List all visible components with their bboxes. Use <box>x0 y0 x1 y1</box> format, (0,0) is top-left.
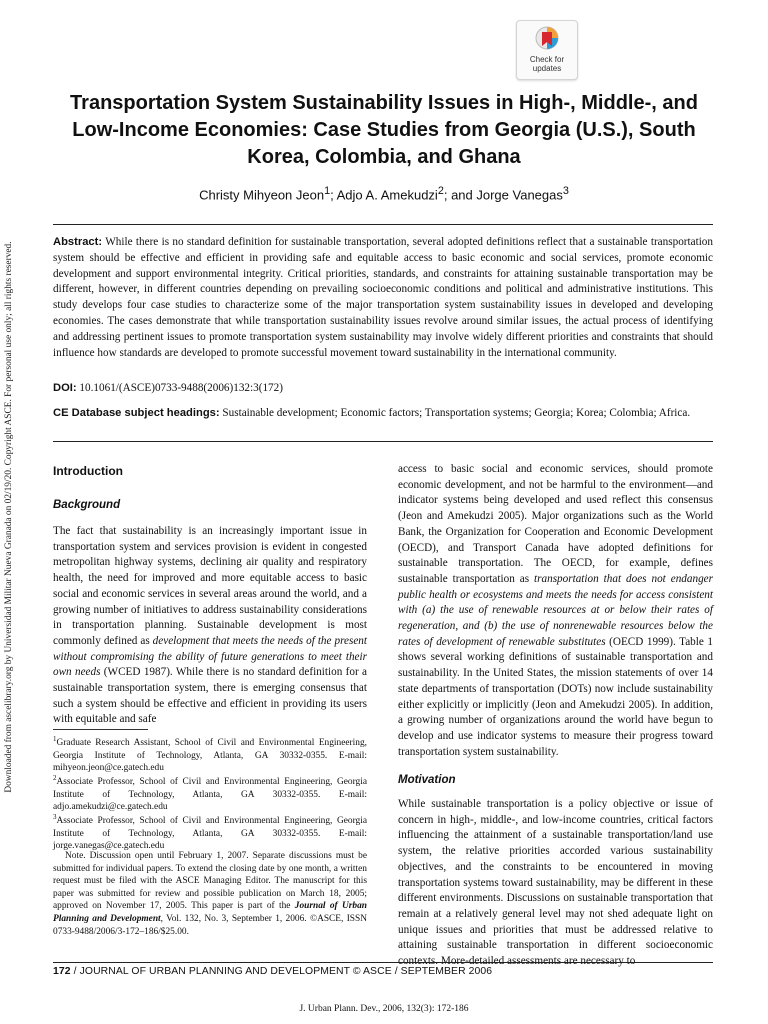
motivation-paragraph: While sustainable transportation is a policy objective or issue of concern in high-, middle-, and low-income countries, critical factors influencing the attainment of a sustainable transportation/land use system, the relative priorities accorded various sustainability objectives, and the constraints to be encountered in moving transportation systems toward sustainability, may be different in these different environments. Discussions on sustainable transportation that remain at a relatively general level may not shed adequate light on unique issues and priorities that must be addressed relative to attaining sustainable transportation in different socioeconomic <box>398 798 713 952</box>
check-for-updates-badge[interactable] <box>516 20 578 80</box>
badge-label: Check for updates <box>529 55 565 73</box>
citation-line: J. Urban Plann. Dev., 2006, 132(3): 172-186 <box>299 1004 469 1014</box>
background-heading: Background <box>53 499 121 511</box>
download-notice: Downloaded from ascelibrary.org by Universidad Militar Nueva Granada on 02/19/20. Copyright ASCE. For personal use only; all rights reserved. <box>4 241 14 793</box>
footnote-3: $^3$Associate Professor, School of Civil and Environmental Engineering, Georgia Institute of Technology, Atlanta, GA 30332-0355. E-mail: jorge.vanegas@ce.gatech.edu <box>53 813 367 852</box>
subject-headings-label: CE Database subject headings: <box>53 407 220 419</box>
footnote-divider <box>53 729 148 730</box>
author-1-affiliation-mark: 1 <box>324 185 331 197</box>
top-divider <box>53 224 713 225</box>
background-paragraph: The fact that sustainability is an increasingly important issue in transportation system and services provision is evident in congested metropolitan highway systems, declining air quality and respiratory health, the need for improved and more equitable access to basic social and economic services in several areas around the world, and a growing number of initiatives to address sustainability considerations in transportation planning. Sustainable development is most commonly defined as development that meets the needs of the present without compromising the ability of future generations to meet their own needs (WCED 1987). While there is no standard definition for a sustainable transportation system, there is emerging consensus that such a system should be effective and efficient in providing its users with equitable and safe <box>53 525 367 726</box>
oecd-definition: transportation that does not endanger public health or ecosystems and meets the needs for access consistent with (a) the use of renewable resources at or below their rates of regeneration, and (b) the use of nonrenewable resources below the rates of development of renewable substitutes <box>398 572 713 648</box>
doi-label: DOI: <box>53 382 77 394</box>
introduction-heading: Introduction <box>53 464 123 478</box>
footer-divider <box>53 962 713 963</box>
journal-running-footer: / JOURNAL OF URBAN PLANNING AND DEVELOPMENT © ASCE / SEPTEMBER 2006 <box>70 966 493 977</box>
page-footer <box>53 966 713 977</box>
author-list <box>60 182 708 204</box>
page-number: 172 <box>53 966 71 977</box>
paper-title: Transportation System Sustainability Issues in High-, Middle-, and Low-Income Economies: Case Studies from Georgia (U.S.), South Korea, Colombia, and Ghana <box>70 92 698 168</box>
abstract-text: While there is no standard definition for sustainable transportation, several adopted definitions reflect that a sustainable transportation system should be effective and efficient in providing safe and equitable access to basic economic and social services, promote economic development and support environmental integrity. Critical priorities, standards, and constraints for attaining sustainable transportation may be different, however, in different countries depending on prevailing socioeconomic conditions and political and administrative institutions. This study develops four case studies to characterize some of the major transportation system sustainability issues in developed and developing economies. The cases demonstrate that while transportation sustainability issues revolve around similar issues, the actual process of identifying and addressing pertinent issues to promote transportation system sustainability may involve widely different priorities and constraints that should influence how standards are developed to promote successful movement toward sustainability in the international community. <box>53 236 713 359</box>
author-1: Christy Mihyeon Jeon <box>199 187 325 203</box>
doi-link[interactable]: 10.1061/(ASCE)0733-9488(2006)132:3(172) <box>79 382 283 394</box>
sustainable-development-definition: development that meets the needs of the present without compromising the ability of future generations to meet their own needs <box>53 634 367 679</box>
footnote-2: $^2$Associate Professor, School of Civil and Environmental Engineering, Georgia Institute of Technology, Atlanta, GA 30332-0355. E-mail: adjo.amekudzi@ce.gatech.edu <box>53 774 367 813</box>
footnote-1: $^1$Graduate Research Assistant, School of Civil and Environmental Engineering, Georgia Institute of Technology, Atlanta, GA 30332-0355. E-mail: mihyeon.jeon@ce.gatech.edu <box>53 735 367 774</box>
abstract-bottom-divider <box>53 441 713 442</box>
author-3: Jorge Vanegas <box>476 187 563 203</box>
abstract <box>53 235 713 361</box>
subject-headings-text: Sustainable development; Economic factors; Transportation systems; Georgia; Korea; Colombia; Africa. <box>222 407 691 419</box>
subject-headings <box>53 406 713 422</box>
discussion-note: Note. Discussion open until February 1, 2007. Separate discussions must be submitted for individual papers. To extend the closing date by one month, a written request must be filed with the ASCE Managing Editor. The manuscript for this paper was submitted for review and possible publication on March 18, 2005; approved on November 17, 2005. This paper is part of the Journal of Urban Planning and Development, Vol. 132, No. 3, September 1, 2006. ©ASCE, ISSN 0733-9488/2006/3-172–186/$25.00. <box>53 851 368 937</box>
doi-line <box>53 381 713 397</box>
abstract-label: Abstract: <box>53 236 103 248</box>
author-3-affiliation-mark: 3 <box>562 185 569 197</box>
author-separator: ; and <box>443 187 477 203</box>
author-separator: ; <box>330 187 337 203</box>
download-notice-sidebar <box>2 206 16 828</box>
journal-name: Journal of Urban Planning and Development <box>53 901 368 924</box>
author-2: Adjo A. Amekudzi <box>336 187 438 203</box>
definitions-paragraph: access to basic social and economic services, should promote economic development, and not be harmful to the environment—and indicator systems being developed and used reflect this consensus (Jeon and Amekudzi 2005). Major organizations such as the World Bank, the Organization for Cooperation and Economic Development (OECD), and Transport Canada have adopted definitions for sustainable transportation. The OECD, for example, defines sustainable transportation as transportation that does not endanger public health or ecosystems and meets the needs for access consistent with (a) the use of renewable resources at or below their rates of regeneration, and (b) the use of nonrenewable resources below the rates of development of renewable substitutes (OECD 1999). Table 1 shows several working definitions of sustainable transportation and sustainability. In the United States, the mission statements of over 14 state departments of transportation (DOTs) now include sustainability either explicitly or implicitly (Jeon and Amekudzi 2005). In addition, a growing number of organizations around the world have begun to develop and use indicator systems to measure their progress toward transportation system sustainability. <box>398 463 713 758</box>
author-2-affiliation-mark: 2 <box>437 185 444 197</box>
crossmark-icon <box>535 26 559 54</box>
motivation-heading: Motivation <box>398 774 456 786</box>
